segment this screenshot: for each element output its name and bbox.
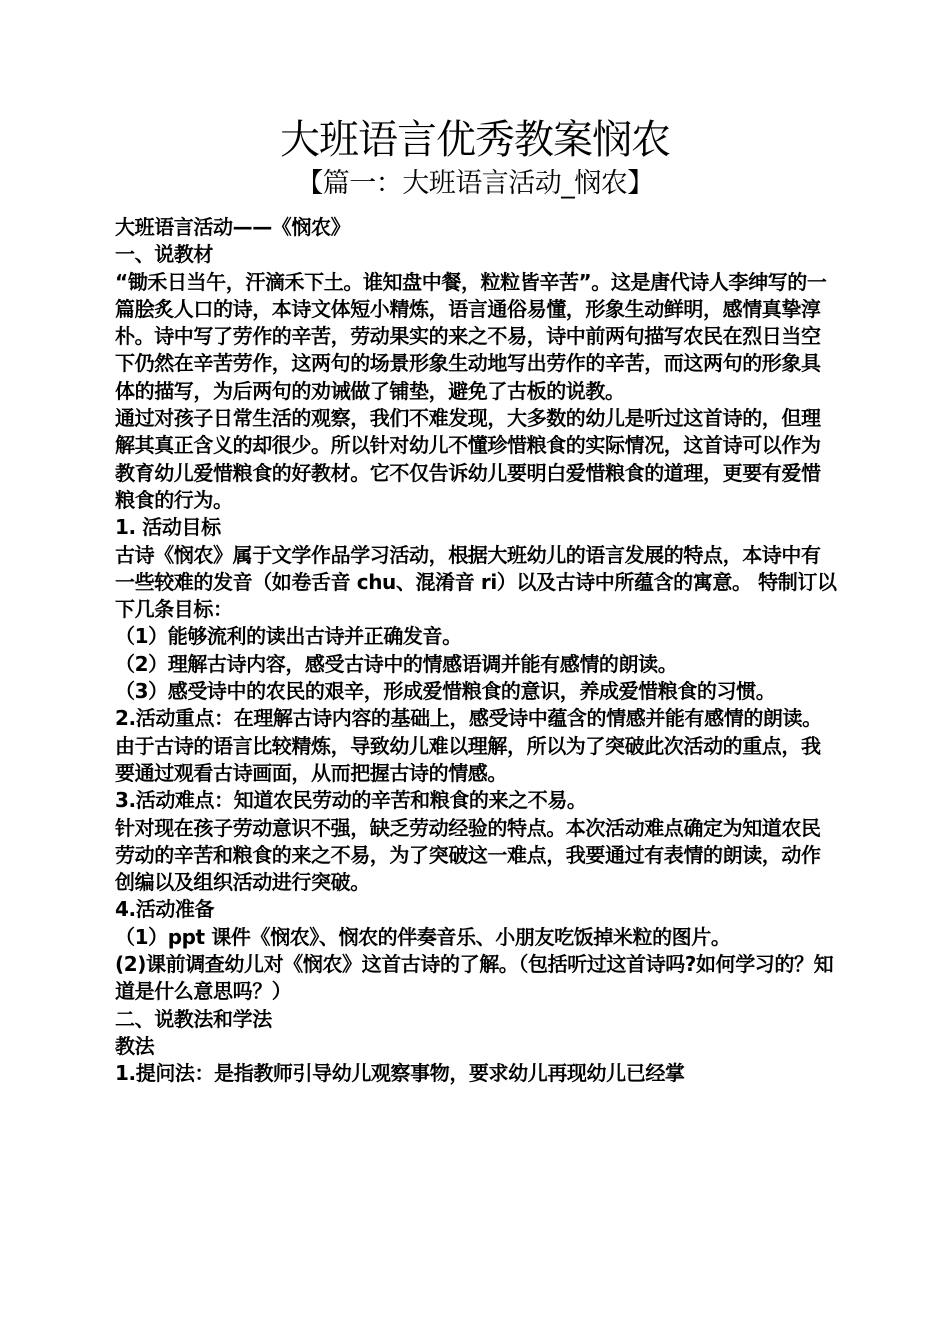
document-title: 大班语言优秀教案悯农 bbox=[280, 117, 670, 163]
goal-item: （3）感受诗中的农民的艰辛，形成爱惜粮食的意识，养成爱惜粮食的习惯。 bbox=[115, 679, 776, 704]
section-heading: 1. 活动目标 bbox=[115, 515, 221, 540]
body-paragraph: 古诗《悯农》属于文学作品学习活动，根据大班幼儿的语言发展的特点，本诗中有一些较难的发音（如卷舌音 chu、混淆音 ri）以及古诗中所蕴含的寓意。 特制订以下几条目标： bbox=[115, 542, 837, 622]
section-heading: 二、说教法和学法 bbox=[115, 1006, 272, 1031]
section-heading: 大班语言活动——《悯农》 bbox=[115, 215, 351, 239]
body-paragraph: 通过对孩子日常生活的观察，我们不难发现，大多数的幼儿是听过这首诗的，但理解其真正含义的却很少。所以针对幼儿不懂珍惜粮食的实际情况，这首诗可以作为教育幼儿爱惜粮食的好教材。它不仅告诉幼儿要明白爱惜粮食的道理，更要有爱惜粮食的行为。 bbox=[115, 406, 821, 512]
goal-item: （1）能够流利的读出古诗并正确发音。 bbox=[115, 624, 462, 649]
section-heading: 一、说教材 bbox=[115, 242, 213, 267]
document-body bbox=[115, 214, 840, 1088]
body-paragraph: 1.提问法：是指教师引导幼儿观察事物，要求幼儿再现幼儿已经掌 bbox=[115, 1061, 685, 1086]
document-subtitle: 【篇一：大班语言活动_悯农】 bbox=[296, 168, 654, 199]
goal-item: （2）理解古诗内容，感受古诗中的情感语调并能有感情的朗读。 bbox=[115, 651, 678, 676]
section-heading: 4.活动准备 bbox=[115, 897, 215, 922]
body-paragraph: 针对现在孩子劳动意识不强，缺乏劳动经验的特点。本次活动难点确定为知道农民劳动的辛苦和粮食的来之不易，为了突破这一难点，我要通过有表情的朗读，动作创编以及组织活动进行突破。 bbox=[115, 815, 821, 895]
preparation-item: (2)课前调查幼儿对《悯农》这首古诗的了解。（包括听过这首诗吗?如何学习的？知道是什么意思吗？） bbox=[115, 952, 834, 1004]
body-paragraph: “锄禾日当午，汗滴禾下土。谁知盘中餐，粒粒皆辛苦”。这是唐代诗人李绅写的一篇脍炙人口的诗，本诗文体短小精炼，语言通俗易懂，形象生动鲜明，感情真挚淳朴。诗中写了劳作的辛苦，劳动果实的来之不易，诗中前两句描写农民在烈日当空下仍然在辛苦劳作，这两句的场景形象生动地写出劳作的辛苦，而这两句的形象具体的描写，为后两句的劝诫做了铺垫，避免了古板的说教。 bbox=[115, 269, 827, 403]
body-paragraph: 3.活动难点：知道农民劳动的辛苦和粮食的来之不易。 bbox=[115, 788, 587, 813]
body-paragraph: 2.活动重点：在理解古诗内容的基础上，感受诗中蕴含的情感并能有感情的朗读。 由于古诗的语言比较精炼，导致幼儿难以理解，所以为了突破此次活动的重点，我要通过观看古诗画面，从而把握古诗的情感。 bbox=[115, 706, 822, 785]
preparation-item: （1）ppt 课件《悯农》、悯农的伴奏音乐、小朋友吃饭掉米粒的图片。 bbox=[115, 924, 731, 949]
section-heading: 教法 bbox=[115, 1033, 155, 1058]
